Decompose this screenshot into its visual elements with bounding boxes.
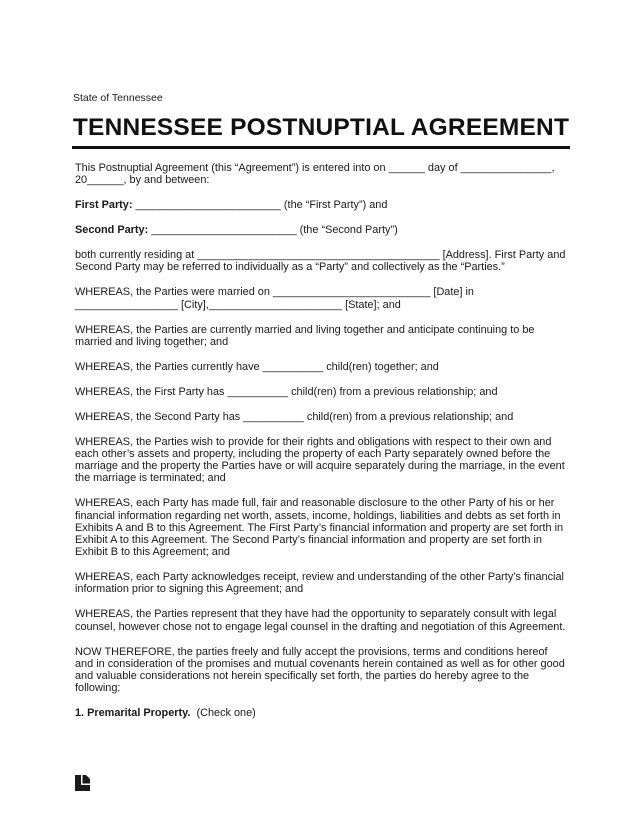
second-party-label: Second Party: (75, 224, 149, 237)
second-party-children-paragraph: WHEREAS, the Second Party has __________ child(ren) from a previous relationship; and (75, 410, 514, 423)
first-party-label: First Party: (75, 199, 133, 212)
married-on-paragraph: WHEREAS, the Parties were married on __________________________ [Date] in _________________ [City],______________________ [State]; and (75, 286, 474, 311)
document-title: TENNESSEE POSTNUPTIAL AGREEMENT (72, 114, 570, 141)
children-together-paragraph: WHEREAS, the Parties currently have __________ child(ren) together; and (75, 360, 439, 373)
rights-obligations-paragraph: WHEREAS, the Parties wish to provide for their rights and obligations with respect to their own and each other’s assets and property, including the property of each Party separately owned before the marriage and the property the Parties have or will acquire separately during the marriage, in the event the marriage is terminated; and (75, 435, 565, 485)
second-party-field: ________________________ (the “Second Party”) (148, 224, 398, 237)
disclosure-paragraph: WHEREAS, each Party has made full, fair and reasonable disclosure to the other Party of his or her financial information regarding net worth, assets, income, holdings, liabilities and debts as set forth in Exhibits A and B to this Agreement. The First Party’s financial information and property are set forth in Exhibit A to this Agreement. The Second Party’s financial information and property are set forth in Exhibit B to this Agreement; and (75, 497, 564, 559)
intro-paragraph: This Postnuptial Agreement (this “Agreement”) is entered into on ______ day of _______________, 20______, by and between: (75, 162, 555, 187)
section-1-note: (Check one) (190, 707, 256, 720)
legal-counsel-paragraph: WHEREAS, the Parties represent that they have had the opportunity to separately consult with legal counsel, however chose not to engage legal counsel in the drafting and negotiation of this Agreement. (75, 608, 566, 633)
section-1-heading-line (75, 707, 567, 719)
acknowledges-paragraph: WHEREAS, each Party acknowledges receipt, review and understanding of the other Party’s financial information prior to signing this Agreement; and (75, 571, 564, 596)
living-together-paragraph: WHEREAS, the Parties are currently married and living together and anticipate continuing to be married and living together; and (75, 323, 535, 348)
first-party-children-paragraph: WHEREAS, the First Party has __________ child(ren) from a previous relationship; and (75, 385, 498, 398)
residing-paragraph: both currently residing at ________________________________________ [Address]. First Party and Second Party may be referred to individually as a “Party” and collectively as the “Parties.” (75, 249, 566, 274)
now-therefore-paragraph: NOW THEREFORE, the parties freely and fully accept the provisions, terms and conditions hereof and in consideration of the promises and mutual covenants herein contained as well as for other good and valuable considerations not herein specifically set forth, the parties do hereby agree to the following: (75, 645, 565, 695)
section-1-heading: 1. Premarital Property. (75, 707, 191, 720)
state-label: State of Tennessee (73, 92, 163, 104)
first-party-field: ________________________ (the “First Party”) and (132, 199, 388, 212)
title-divider (72, 146, 570, 149)
legal-templates-logo-icon (75, 775, 90, 791)
second-party-line (75, 224, 567, 236)
first-party-line (75, 199, 567, 211)
document-body (75, 162, 567, 732)
